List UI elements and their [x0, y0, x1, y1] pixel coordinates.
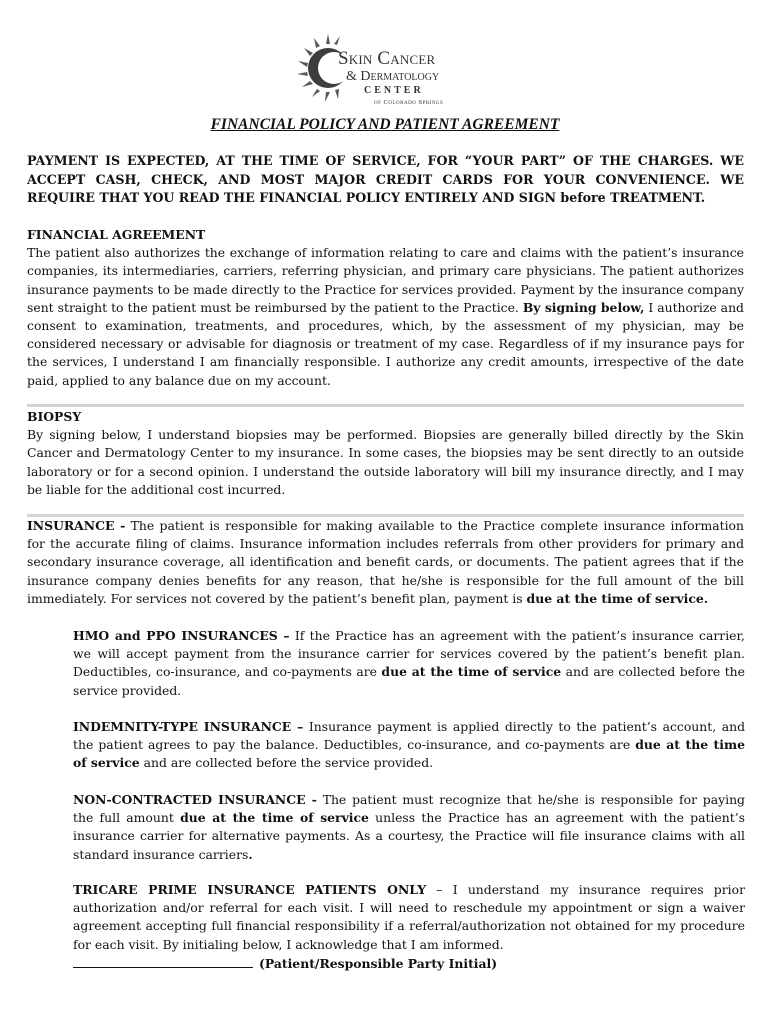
clinic-logo — [292, 28, 482, 108]
indemnity-bold-due: due at the time of service — [73, 737, 745, 771]
financial-bold-signing: By signing below, — [522, 299, 645, 315]
insurance-bold-due: due at the time of service. — [526, 590, 709, 606]
financial-agreement-heading: FINANCIAL AGREEMENT — [27, 227, 206, 242]
intro-paragraph: PAYMENT IS EXPECTED, AT THE TIME OF SERVICE, FOR “YOUR PART” OF THE CHARGES. WE ACCEPT CASH, CHECK, AND MOST MAJOR CREDIT CARDS FOR YOUR CONVENIENCE. WE REQUIRE THAT YOU READ THE FINANCIAL POLICY ENTIRELY AND SIGN before TREATMENT. — [27, 153, 744, 206]
biopsy-section — [27, 408, 744, 499]
financial-text-1: The patient also authorizes the exchange of information relating to care and claims with the patient’s insurance companies, its intermediaries, carriers, referring physician, and primary care physicians. The patient authorizes insurance payments to be made directly to the Practice for services provided. Payment by the insurance company sent straight to the patient must be reimbursed by the patient to the Practice. — [27, 245, 744, 315]
hmo-text-1: If the Practice has an agreement with the patient’s insurance carrier, we will accept payment from the insurance carrier for services covered by the patient’s benefit plan. Deductibles, co-insurance, and co-payments are — [73, 628, 745, 680]
non-contracted-section — [73, 791, 745, 864]
non-contracted-text-1: The patient must recognize that he/she is responsible for paying the full amount — [73, 792, 745, 826]
hmo-ppo-section — [73, 627, 745, 700]
insurance-heading: INSURANCE - — [27, 518, 126, 533]
hmo-text-2: and are collected before the service provided. — [73, 664, 745, 698]
logo-text-center: CENTER — [364, 85, 424, 96]
non-contracted-bold-period: . — [248, 846, 253, 862]
initial-signature-line[interactable] — [73, 957, 253, 968]
hmo-heading: HMO and PPO INSURANCES – — [73, 628, 290, 643]
tricare-heading: TRICARE PRIME INSURANCE PATIENTS ONLY — [73, 882, 427, 897]
initial-label: (Patient/Responsible Party Initial) — [259, 956, 498, 971]
logo-text-skin-cancer: Skin Cancer — [338, 48, 436, 69]
logo-text-location: of Colorado Springs — [374, 99, 444, 106]
non-contracted-bold-due: due at the time of service — [180, 810, 369, 826]
indemnity-text-1: Insurance payment is applied directly to the patient’s account, and the patient agrees to pay the balance. Deductibles, co-insurance, and co-payments are — [73, 719, 745, 753]
insurance-section — [27, 517, 744, 608]
non-contracted-text-2: unless the Practice has an agreement with the patient’s insurance carrier for alternative payments. As a courtesy, the Practice will file insurance claims with all standard insurance carriers — [73, 810, 746, 862]
indemnity-section — [73, 718, 745, 773]
document-title: FINANCIAL POLICY AND PATIENT AGREEMENT — [210, 116, 560, 133]
biopsy-heading: BIOPSY — [27, 409, 82, 424]
tricare-section — [73, 881, 745, 954]
logo-text-dermatology: & Dermatology — [346, 69, 440, 84]
biopsy-text: By signing below, I understand biopsies may be performed. Biopsies are generally billed directly by the Skin Cancer and Dermatology Center to my insurance. In some cases, the biopsies may be sent directly to an outside laboratory or for a second opinion. I understand the outside laboratory will bill my insurance directly, and I may be liable for the additional cost incurred. — [27, 427, 744, 497]
financial-agreement-section — [27, 226, 744, 390]
insurance-text: The patient is responsible for making available to the Practice complete insurance information for the accurate filing of claims. Insurance information includes referrals from other providers for primary and secondary insurance coverage, all identification and benefit cards, or documents. The patient agrees that if the insurance company denies benefits for any reason, that he/she is responsible for the full amount of the bill immediately. For services not covered by the patient’s benefit plan, payment is — [27, 518, 744, 606]
financial-text-2: I authorize and consent to examination, treatments, and procedures, which, by the assessment of my physician, may be considered necessary or advisable for diagnosis or treatment of my case. Regardless of if my insurance pays for the services, I understand I am financially responsible. I authorize any credit amounts, irrespective of the date paid, applied to any balance due on my account. — [27, 299, 744, 388]
indemnity-heading: INDEMNITY-TYPE INSURANCE – — [73, 719, 304, 734]
section-divider — [27, 404, 744, 407]
indemnity-text-2: and are collected before the service provided. — [139, 755, 434, 771]
non-contracted-heading: NON-CONTRACTED INSURANCE - — [73, 792, 317, 807]
initial-line-row — [73, 955, 745, 973]
hmo-bold-due: due at the time of service — [381, 664, 562, 680]
tricare-text: – I understand my insurance requires prior authorization and/or referral for each visit. I will need to reschedule my appointment or sign a waiver agreement accepting full financial responsibility if a referral/authorization not obtained for my procedure for each visit. By initialing below, I acknowledge that I am informed. — [73, 882, 746, 952]
